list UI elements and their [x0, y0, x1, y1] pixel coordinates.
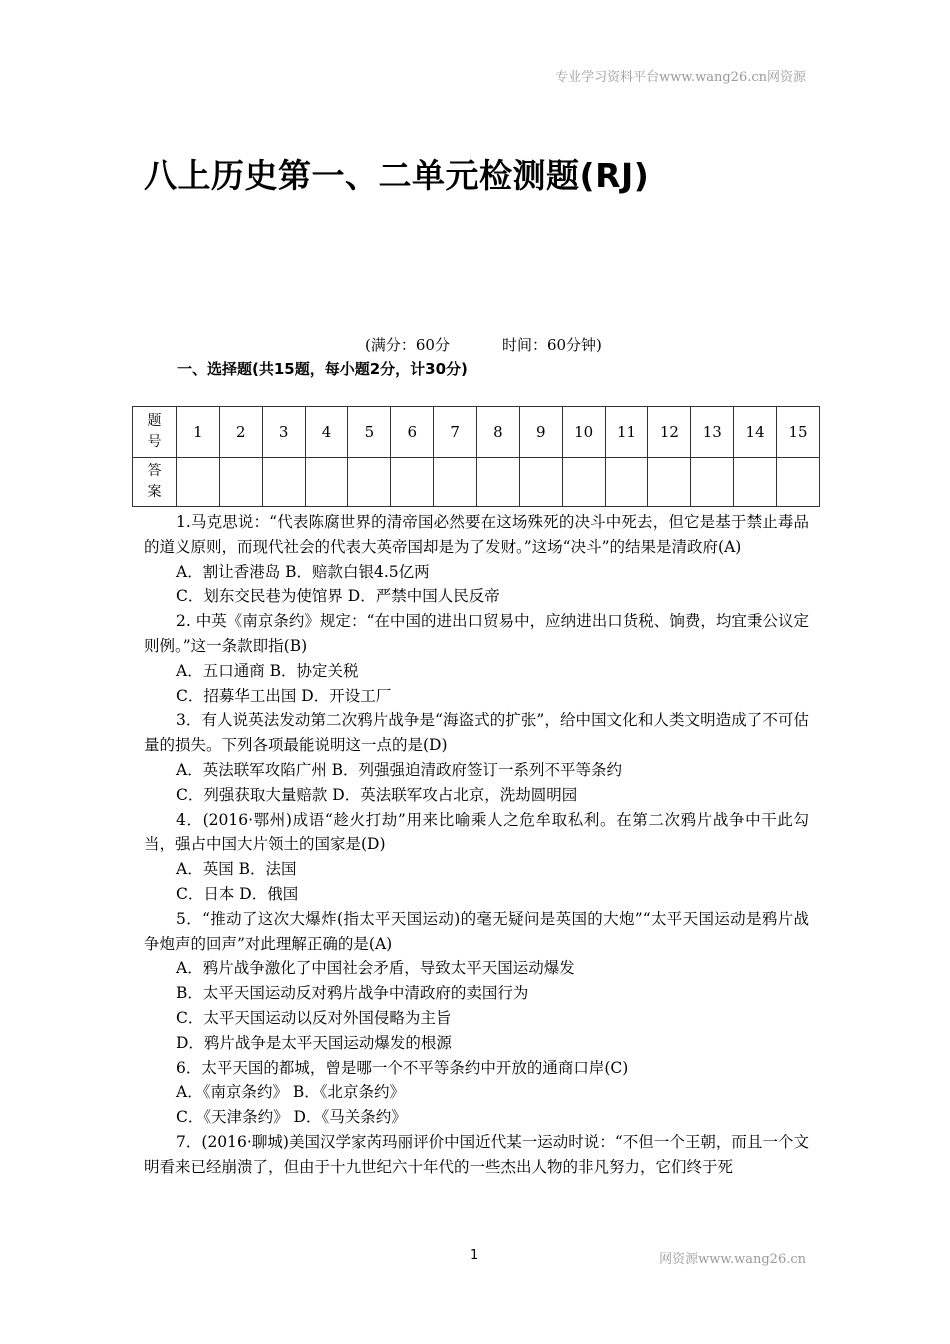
question-stem: 6．太平天国的都城，曾是哪一个不平等条约中开放的通商口岸(C) [176, 1058, 629, 1077]
option-line: A．《南京条约》 B．《北京条约》 [176, 1083, 406, 1102]
answer-cell[interactable] [734, 458, 777, 507]
option-line: C．列强获取大量赔款 D．英法联军攻占北京，洗劫圆明园 [176, 785, 578, 804]
question-stem: 3．有人说英法发动第二次鸦片战争是“海盗式的扩张”，给中国文化和人类文明造成了不可估量的损失。下列各项最能说明这一点的是(D) [144, 711, 809, 755]
question-4 [144, 808, 809, 907]
number-cell: 3 [262, 407, 305, 458]
option-line: D．鸦片战争是太平天国运动爆发的根源 [176, 1033, 452, 1052]
question-stem: 4．(2016·鄂州)成语“趁火打劫”用来比喻乘人之危牟取私利。在第二次鸦片战争中干此勾当，强占中国大片领土的国家是(D) [144, 810, 809, 854]
answer-cell[interactable] [434, 458, 477, 507]
number-cell: 10 [562, 407, 605, 458]
answer-cell[interactable] [219, 458, 262, 507]
answer-cell[interactable] [562, 458, 605, 507]
number-cell: 13 [691, 407, 734, 458]
number-cell: 8 [477, 407, 520, 458]
question-stem: 7．(2016·聊城)美国汉学家芮玛丽评价中国近代某一运动时说：“不但一个王朝，而且一个文明看来已经崩溃了，但由于十九世纪六十年代的一些杰出人物的非凡努力，它们终于死 [144, 1132, 809, 1176]
answer-cell[interactable] [648, 458, 691, 507]
number-cell: 6 [391, 407, 434, 458]
answer-cell[interactable] [262, 458, 305, 507]
answer-cell[interactable] [605, 458, 648, 507]
option-line: A．割让香港岛 B．赔款白银4.5亿两 [176, 562, 430, 581]
answer-cell[interactable] [348, 458, 391, 507]
question-stem: 5．“推动了这次大爆炸(指太平天国运动)的毫无疑问是英国的大炮”“太平天国运动是鸦片战争炮声的回声”对此理解正确的是(A) [144, 909, 809, 953]
answer-row [133, 458, 820, 507]
answer-cell[interactable] [305, 458, 348, 507]
question-5 [144, 907, 809, 1056]
option-line: C．日本 D．俄国 [176, 884, 299, 903]
number-cell: 7 [434, 407, 477, 458]
option-line: C．招募华工出国 D．开设工厂 [176, 686, 392, 705]
option-line: C．太平天国运动以反对外国侵略为主旨 [176, 1008, 452, 1027]
number-cell: 12 [648, 407, 691, 458]
number-cell: 15 [777, 407, 820, 458]
number-cell: 2 [219, 407, 262, 458]
page-number: 1 [470, 1248, 479, 1263]
question-stem: 2. 中英《南京条约》规定：“在中国的进出口贸易中，应纳进出口货税、饷费，均宜秉公议定则例。”这一条款即指(B) [144, 612, 809, 655]
questions-body [144, 510, 809, 1180]
option-line: A．英国 B．法国 [176, 860, 297, 879]
question-number-row [133, 407, 820, 458]
time-limit: 时间：60分钟) [501, 336, 602, 354]
question-7 [144, 1130, 809, 1180]
header-watermark: 专业学习资料平台www.wang26.cn网资源 [555, 70, 806, 85]
answer-cell[interactable] [391, 458, 434, 507]
exam-meta [365, 334, 602, 355]
question-1 [144, 510, 809, 609]
number-cell: 9 [519, 407, 562, 458]
answer-cell[interactable] [477, 458, 520, 507]
answer-cell[interactable] [519, 458, 562, 507]
option-line: A．鸦片战争激化了中国社会矛盾，导致太平天国运动爆发 [176, 959, 575, 978]
question-3 [144, 708, 809, 807]
answer-cell[interactable] [777, 458, 820, 507]
section-heading: 一、选择题(共15题，每小题2分，计30分) [177, 360, 468, 378]
option-line: A．五口通商 B．协定关税 [176, 661, 359, 680]
number-cell: 1 [177, 407, 220, 458]
number-cell: 4 [305, 407, 348, 458]
number-cell: 11 [605, 407, 648, 458]
option-line: A．英法联军攻陷广州 B．列强强迫清政府签订一系列不平等条约 [176, 760, 623, 779]
option-line: B．太平天国运动反对鸦片战争中清政府的卖国行为 [176, 984, 529, 1003]
option-line: C．《天津条约》 D．《马关条约》 [176, 1108, 407, 1127]
page-title: 八上历史第一、二单元检测题(RJ) [144, 156, 650, 195]
question-stem: 1.马克思说：“代表陈腐世界的清帝国必然要在这场殊死的决斗中死去，但它是基于禁止毒品的道义原则，而现代社会的代表大英帝国却是为了发财。”这场“决斗”的结果是清政府(A) [144, 513, 809, 556]
row-label-answer: 答 案 [133, 458, 177, 507]
number-cell: 14 [734, 407, 777, 458]
answer-table [132, 406, 820, 507]
full-score: (满分：60分 [365, 336, 450, 354]
question-2 [144, 609, 809, 708]
footer-watermark: 网资源www.wang26.cn [659, 1252, 806, 1267]
option-line: C．划东交民巷为使馆界 D．严禁中国人民反帝 [176, 587, 500, 606]
number-cell: 5 [348, 407, 391, 458]
answer-cell[interactable] [177, 458, 220, 507]
question-6 [144, 1056, 809, 1130]
row-label-number: 题 号 [133, 407, 177, 458]
answer-cell[interactable] [691, 458, 734, 507]
